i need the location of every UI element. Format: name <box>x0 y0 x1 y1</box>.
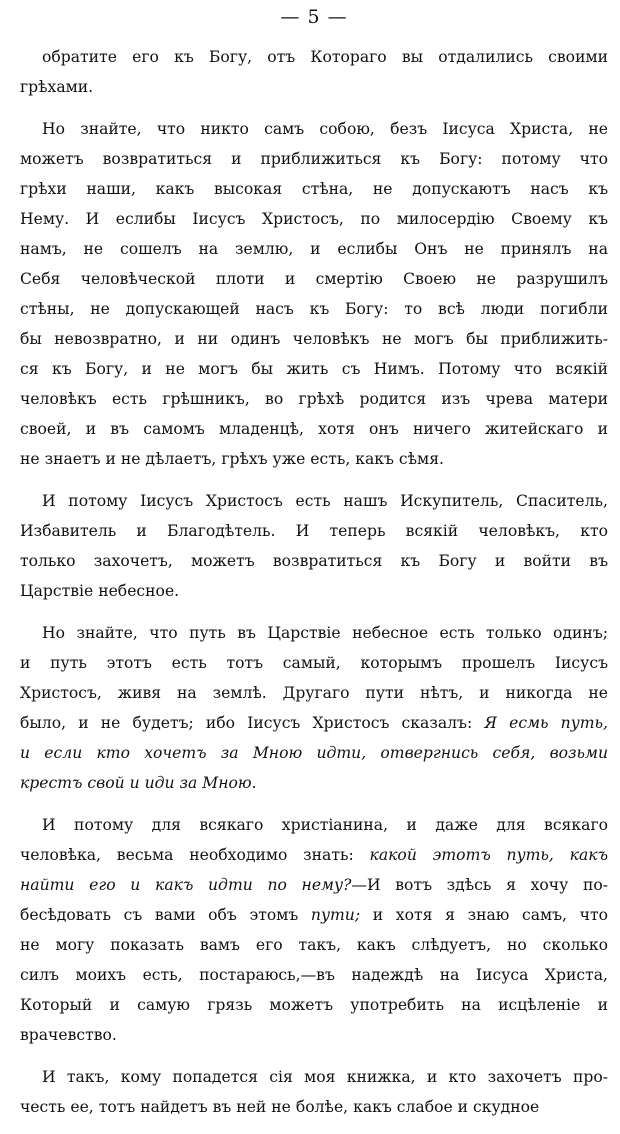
text-line <box>20 486 608 516</box>
text-line <box>20 72 608 102</box>
page-number: — 5 — <box>280 6 348 28</box>
paragraph <box>20 42 608 102</box>
text-line <box>20 870 608 900</box>
line-text: было, и не будетъ; ибо Іисусъ Христосъ сказалъ: <box>20 714 485 732</box>
paragraph <box>20 810 608 1050</box>
line-text: честь ее, тотъ найдетъ въ ней не болѣе, какъ слабое и скудное <box>20 1098 540 1116</box>
line-text: человѣкъ есть грѣшникъ, во грѣхѣ родится изъ чрева матери <box>20 390 608 408</box>
line-text: ся къ Богу, и не могъ бы жить съ Нимъ. Потому что всякій <box>20 360 608 378</box>
text-line <box>20 1092 608 1122</box>
line-text: Христосъ, живя на землѣ. Другаго пути нѣтъ, и никогда не <box>20 684 608 702</box>
line-text: Царствіе небесное. <box>20 582 180 600</box>
line-text: Но знайте, что путь въ Царствіе небесное есть только одинъ; <box>42 624 608 642</box>
text-line <box>20 204 608 234</box>
line-text: своей, и въ самомъ младенцѣ, хотя онъ ничего житейскаго и <box>20 420 608 438</box>
paragraph <box>20 1062 608 1122</box>
text-line <box>20 840 608 870</box>
line-text: Но знайте, что никто самъ собою, безъ Іисуса Христа, не <box>42 120 608 138</box>
line-text: И такъ, кому попадется сія моя книжка, и кто захочетъ про- <box>42 1068 608 1086</box>
book-page <box>20 0 608 1134</box>
line-text: силъ моихъ есть, постараюсь,—въ надеждѣ на Іисуса Христа, <box>20 966 608 984</box>
text-line <box>20 618 608 648</box>
line-text: грѣхи наши, какъ высокая стѣна, не допускаютъ насъ къ <box>20 180 608 198</box>
line-italic-text: и если кто хочетъ за Мною идти, отвергнись себя, возьми <box>20 744 608 762</box>
text-line <box>20 384 608 414</box>
text-line <box>20 42 608 72</box>
text-line <box>20 768 608 798</box>
text-line <box>20 708 608 738</box>
line-text: Который и самую грязь можетъ употребить на исцѣленіе и <box>20 996 608 1014</box>
line-text: обратите его къ Богу, отъ Котораго вы отдалились своими <box>42 48 608 66</box>
text-line <box>20 234 608 264</box>
line-text: бы невозвратно, и ни одинъ человѣкъ не могъ бы приближить- <box>20 330 608 348</box>
text-line <box>20 144 608 174</box>
line-text: грѣхами. <box>20 78 94 96</box>
line-text-continued: и хотя я знаю самъ, что <box>360 906 608 924</box>
text-line <box>20 174 608 204</box>
text-line <box>20 576 608 606</box>
line-text: Нему. И еслибы Іисусъ Христосъ, по милосердію Своему къ <box>20 210 608 228</box>
text-line <box>20 114 608 144</box>
text-line <box>20 1062 608 1092</box>
text-line <box>20 648 608 678</box>
line-text: врачевство. <box>20 1026 117 1044</box>
line-text: человѣка, весьма необходимо знать: <box>20 846 370 864</box>
text-line <box>20 930 608 960</box>
line-text: бесѣдовать съ вами объ этомъ <box>20 906 311 924</box>
line-italic-text: найти его и какъ идти по нему? <box>20 876 352 894</box>
text-line <box>20 738 608 768</box>
text-line <box>20 324 608 354</box>
line-text: не знаетъ и не дѣлаетъ, грѣхъ уже есть, какъ сѣмя. <box>20 450 444 468</box>
line-text: И потому для всякаго христіанина, и даже для всякаго <box>42 816 608 834</box>
text-line <box>20 990 608 1020</box>
line-text: и путь этотъ есть тотъ самый, которымъ прошелъ Іисусъ <box>20 654 608 672</box>
line-text: намъ, не сошелъ на землю, и еслибы Онъ не принялъ на <box>20 240 608 258</box>
text-line <box>20 810 608 840</box>
line-italic-text: Я есмь путь, <box>484 714 608 732</box>
line-text: Избавитель и Благодѣтель. И теперь всякій человѣкъ, кто <box>20 522 608 540</box>
line-text: не могу показать вамъ его такъ, какъ слѣдуетъ, но сколько <box>20 936 608 954</box>
line-italic-text: крестъ свой и иди за Мною. <box>20 774 257 792</box>
line-italic-text: пути; <box>310 906 361 924</box>
text-line <box>20 1020 608 1050</box>
text-line <box>20 900 608 930</box>
text-line <box>20 444 608 474</box>
line-text: только захочетъ, можетъ возвратиться къ Богу и войти въ <box>20 552 608 570</box>
text-line <box>20 678 608 708</box>
line-text: И потому Іисусъ Христосъ есть нашъ Искупитель, Спаситель, <box>42 492 608 510</box>
line-text: можетъ возвратиться и приближиться къ Богу: потому что <box>20 150 608 168</box>
text-line <box>20 516 608 546</box>
line-italic-text: какой этотъ путь, какъ <box>369 846 608 864</box>
line-text: Себя человѣческой плоти и смертію Своею не разрушилъ <box>20 270 608 288</box>
line-text-continued: —И вотъ здѣсь я хочу по- <box>351 876 608 894</box>
paragraph <box>20 486 608 606</box>
text-line <box>20 414 608 444</box>
paragraph <box>20 114 608 474</box>
text-line <box>20 354 608 384</box>
text-line <box>20 960 608 990</box>
text-line <box>20 294 608 324</box>
body-text <box>20 42 608 1122</box>
text-line <box>20 264 608 294</box>
line-text: стѣны, не допускающей насъ къ Богу: то всѣ люди погибли <box>20 300 608 318</box>
paragraph <box>20 618 608 798</box>
text-line <box>20 546 608 576</box>
